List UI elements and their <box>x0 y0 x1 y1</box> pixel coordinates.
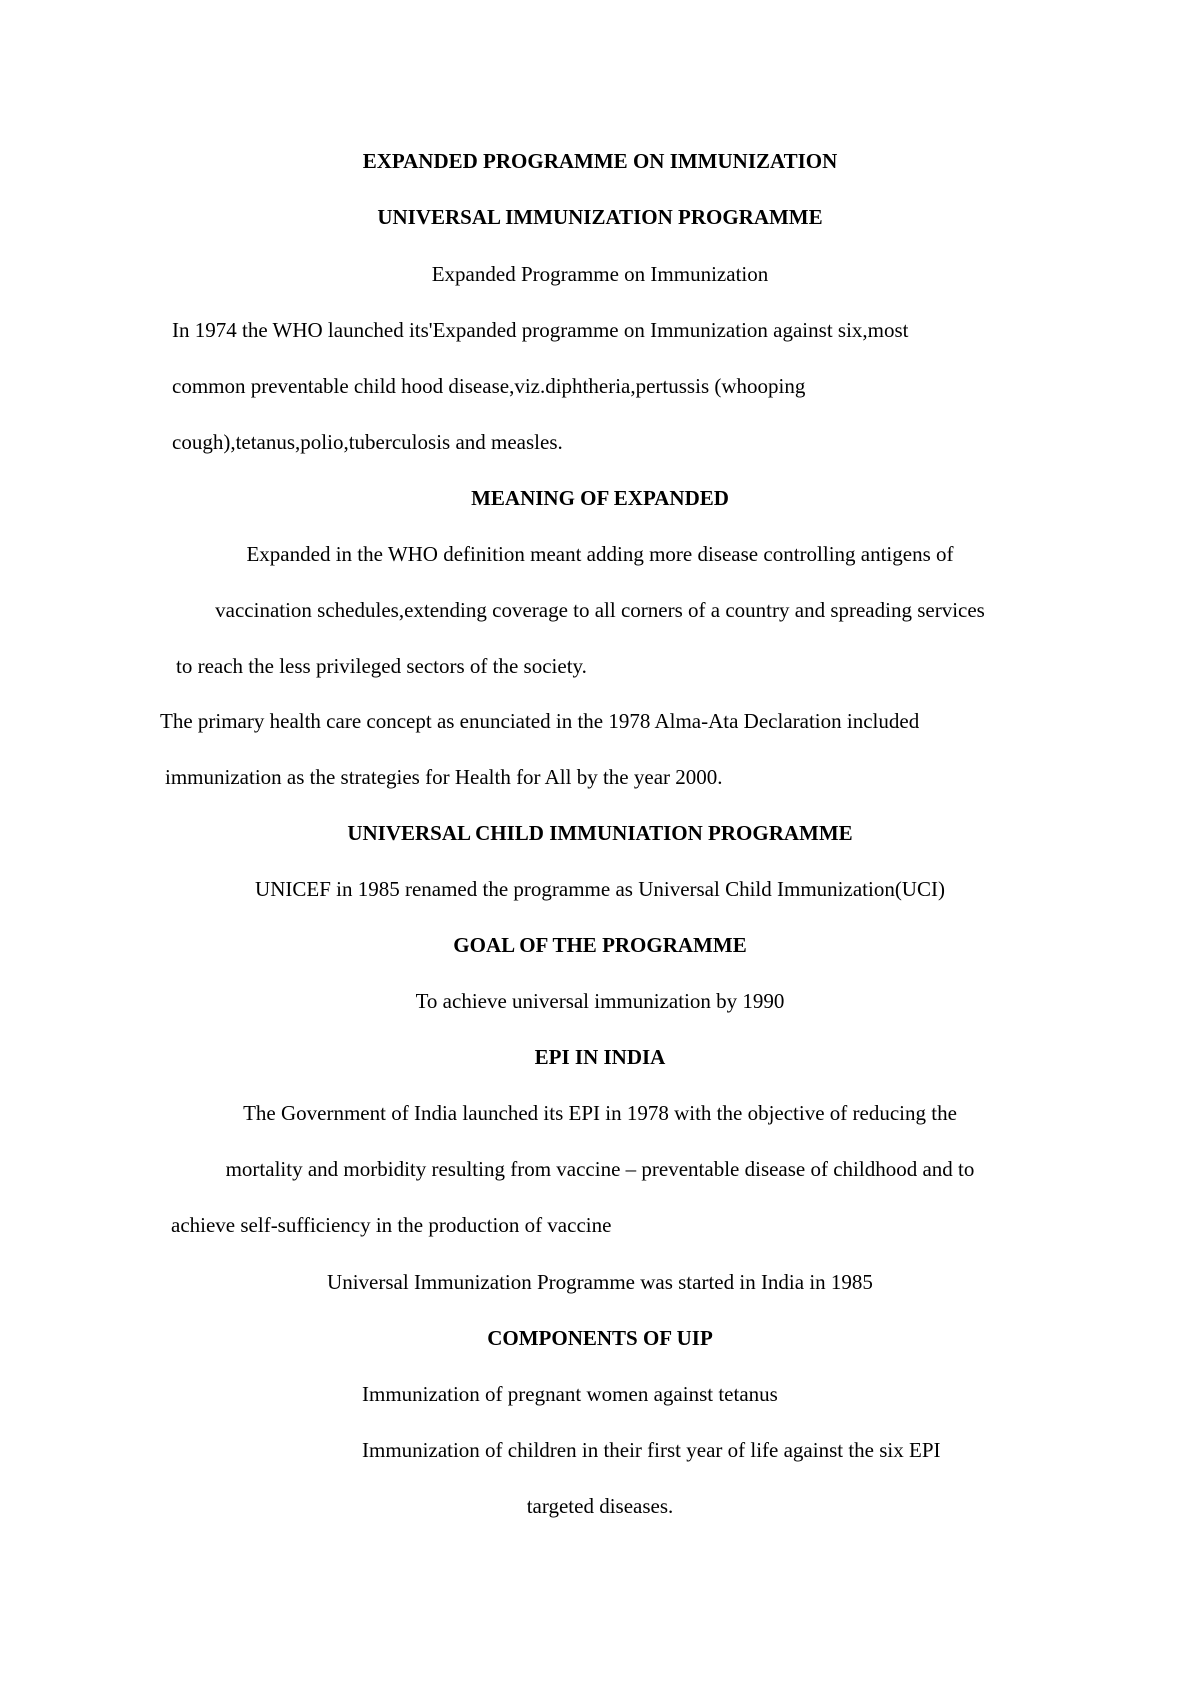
document-title: EXPANDED PROGRAMME ON IMMUNIZATION <box>362 149 838 173</box>
india-para-line-3: achieve self-sufficiency in the production of vaccine <box>171 1213 612 1237</box>
epi-heading: Expanded Programme on Immunization <box>431 262 769 286</box>
uip-text: Universal Immunization Programme was started in India in 1985 <box>327 1270 873 1294</box>
alma-para-line-2: immunization as the strategies for Health for All by the year 2000. <box>165 765 723 789</box>
document-subtitle: UNIVERSAL IMMUNIZATION PROGRAMME <box>377 205 823 229</box>
meaning-para-line-3: to reach the less privileged sectors of the society. <box>176 654 587 678</box>
component-item-1: Immunization of pregnant women against tetanus <box>362 1382 778 1406</box>
component-item-2-continued: targeted diseases. <box>526 1494 674 1518</box>
india-heading: EPI IN INDIA <box>534 1045 666 1069</box>
goal-text: To achieve universal immunization by 1990 <box>415 989 785 1013</box>
meaning-heading: MEANING OF EXPANDED <box>471 486 729 510</box>
uci-text: UNICEF in 1985 renamed the programme as Universal Child Immunization(UCI) <box>255 877 945 901</box>
uci-heading: UNIVERSAL CHILD IMMUNIATION PROGRAMME <box>347 821 853 845</box>
epi-para-line-3: cough),tetanus,polio,tuberculosis and measles. <box>172 430 563 454</box>
alma-para-line-1: The primary health care concept as enunciated in the 1978 Alma-Ata Declaration included <box>160 709 920 733</box>
component-item-2: Immunization of children in their first year of life against the six EPI <box>362 1438 941 1462</box>
meaning-para-line-1: Expanded in the WHO definition meant adding more disease controlling antigens of <box>246 542 954 566</box>
india-para-line-2: mortality and morbidity resulting from vaccine – preventable disease of childhood and to <box>225 1157 975 1181</box>
india-para-line-1: The Government of India launched its EPI in 1978 with the objective of reducing the <box>243 1101 957 1125</box>
meaning-para-line-2: vaccination schedules,extending coverage to all corners of a country and spreading services <box>215 598 985 622</box>
goal-heading: GOAL OF THE PROGRAMME <box>453 933 747 957</box>
components-heading: COMPONENTS OF UIP <box>487 1326 713 1350</box>
epi-para-line-2: common preventable child hood disease,viz.diphtheria,pertussis (whooping <box>172 374 806 398</box>
epi-para-line-1: In 1974 the WHO launched its'Expanded programme on Immunization against six,most <box>172 318 909 342</box>
